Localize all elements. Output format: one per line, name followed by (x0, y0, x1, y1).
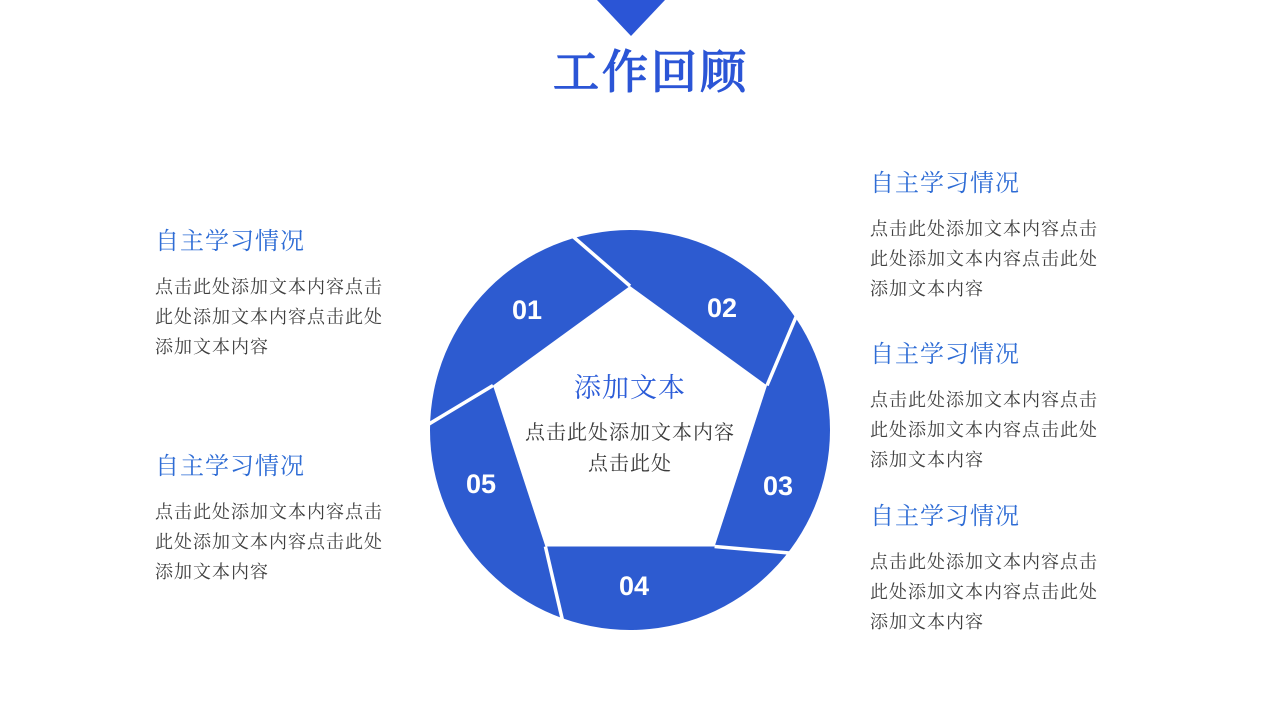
diagram-center-body (490, 418, 770, 480)
block-body-line: 添加文本内容 (870, 450, 984, 470)
segment-number-05: 05 (465, 469, 497, 499)
block-heading: 自主学习情况 (870, 503, 1020, 530)
block-body-line: 点击此处添加文本内容点击 (870, 219, 1098, 239)
text-block-right-3 (870, 502, 1132, 637)
block-body-line: 此处添加文本内容点击此处 (155, 307, 383, 327)
block-body-line: 添加文本内容 (870, 279, 984, 299)
block-body-line: 点击此处添加文本内容点击 (155, 502, 383, 522)
block-heading: 自主学习情况 (870, 341, 1020, 368)
segment-number-03: 03 (762, 471, 794, 501)
block-body-line: 点击此处添加文本内容点击 (870, 390, 1098, 410)
block-body (155, 272, 417, 362)
block-body-line: 添加文本内容 (155, 562, 269, 582)
block-body (870, 547, 1132, 637)
block-body (870, 385, 1132, 475)
text-block-left-2 (155, 452, 417, 587)
block-body-line: 添加文本内容 (870, 612, 984, 632)
block-heading: 自主学习情况 (155, 228, 305, 255)
top-diamond-accent (597, 0, 665, 36)
block-body (155, 497, 417, 587)
diagram-center-title: 添加文本 (574, 373, 686, 403)
block-body-line: 此处添加文本内容点击此处 (870, 582, 1098, 602)
diagram-center-text (490, 371, 770, 480)
block-body-line: 此处添加文本内容点击此处 (870, 249, 1098, 269)
diagram-center-body-line: 点击此处 (588, 453, 672, 475)
text-block-right-1 (870, 169, 1132, 304)
slide-title: 工作回顾 (553, 46, 749, 98)
block-body-line: 添加文本内容 (155, 337, 269, 357)
segment-number-01: 01 (511, 295, 543, 325)
block-heading: 自主学习情况 (155, 453, 305, 480)
block-heading: 自主学习情况 (870, 170, 1020, 197)
block-body-line: 此处添加文本内容点击此处 (155, 532, 383, 552)
text-block-left-1 (155, 227, 417, 362)
text-block-right-2 (870, 340, 1132, 475)
block-body-line: 此处添加文本内容点击此处 (870, 420, 1098, 440)
block-body-line: 点击此处添加文本内容点击 (155, 277, 383, 297)
block-body-line: 点击此处添加文本内容点击 (870, 552, 1098, 572)
block-body (870, 214, 1132, 304)
segment-number-04: 04 (618, 571, 650, 601)
diagram-center-body-line: 点击此处添加文本内容 (525, 422, 735, 444)
segment-number-02: 02 (706, 293, 738, 323)
